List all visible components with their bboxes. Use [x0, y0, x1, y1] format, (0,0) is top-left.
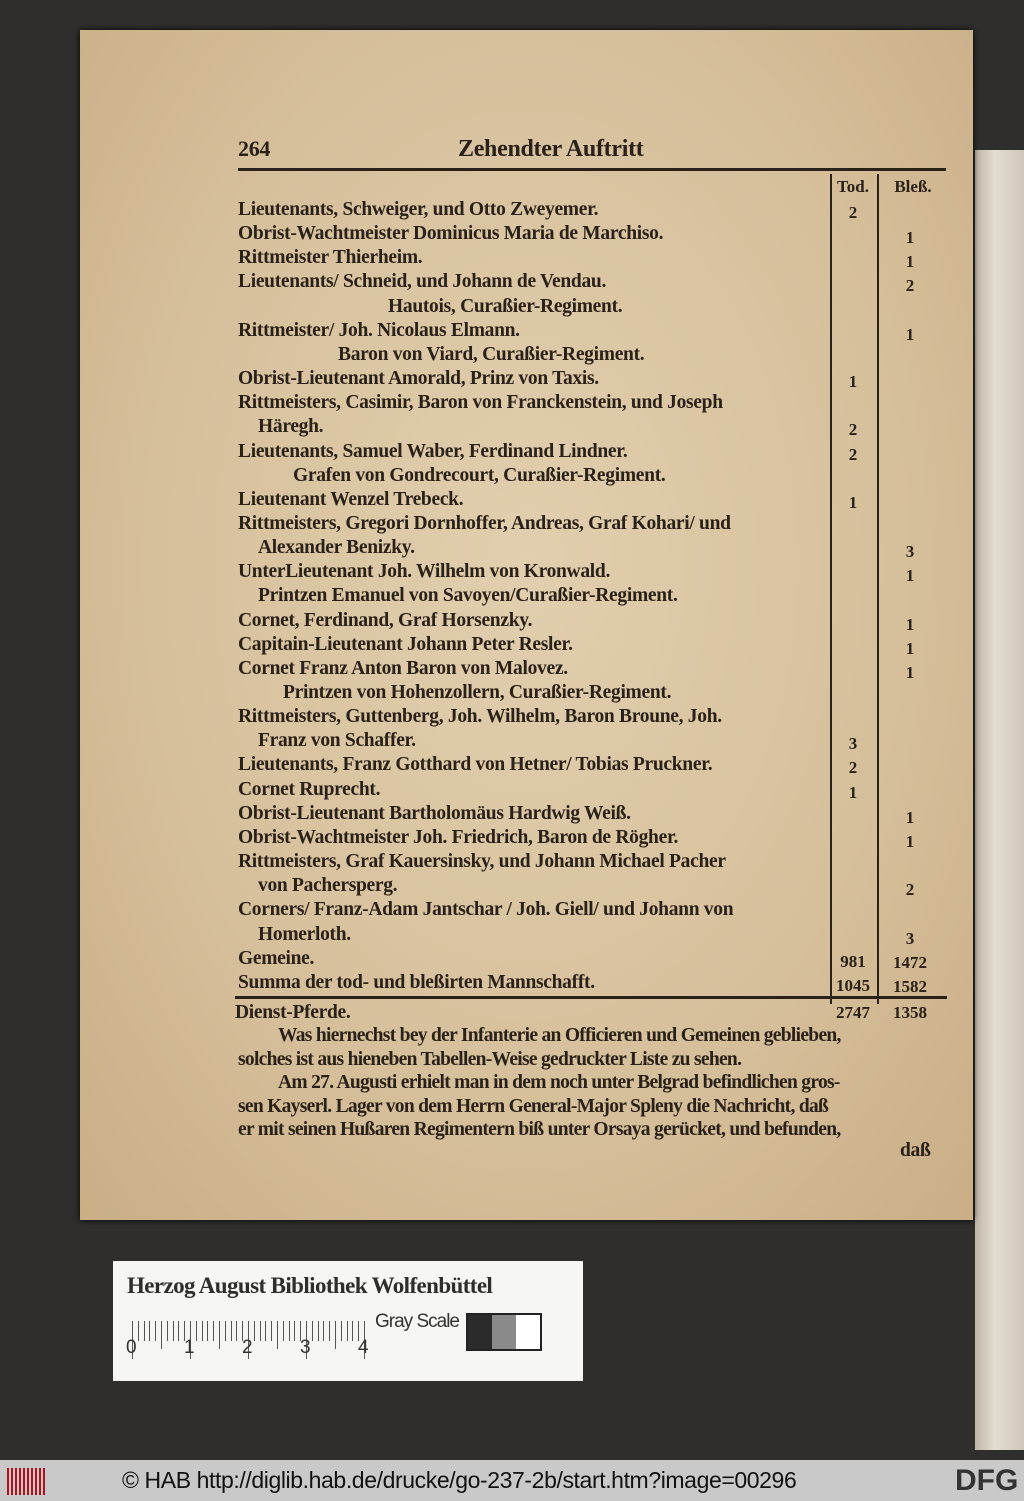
- ruler-tick: [323, 1321, 324, 1341]
- ruler-tick: [283, 1321, 284, 1341]
- bless-count: 1: [905, 228, 915, 248]
- paragraph-line: Was hiernechst bey der Infanterie an Officieren und Gemeinen geblieben,: [278, 1025, 841, 1046]
- table-row-label: Obrist-Lieutenant Bartholomäus Hardwig Weiß.: [238, 802, 631, 824]
- bless-count: 2: [905, 880, 915, 900]
- tod-count: 3: [848, 734, 858, 754]
- column-header-tod: Tod.: [837, 177, 869, 196]
- ruler-tick: [167, 1321, 168, 1341]
- adjacent-page-edge: [975, 150, 1024, 1450]
- library-name: Herzog August Bibliothek Wolfenbüttel: [127, 1273, 493, 1298]
- bless-count: 3: [905, 928, 915, 948]
- ruler-tick: [213, 1321, 214, 1341]
- ruler-tick: [294, 1321, 295, 1341]
- ruler-tick: [161, 1321, 162, 1349]
- ruler-tick: [225, 1321, 226, 1341]
- ruler-tick: [173, 1321, 174, 1341]
- ruler-tick: [329, 1321, 330, 1341]
- ruler-tick: [271, 1321, 272, 1341]
- ruler-tick: [196, 1321, 197, 1341]
- tod-count: 1: [848, 492, 858, 512]
- copyright-link[interactable]: © HAB http://diglib.hab.de/drucke/go-237-2b/start.htm?image=00296: [122, 1467, 797, 1493]
- table-row-label: Obrist-Lieutenant Amorald, Prinz von Taxis.: [238, 368, 599, 390]
- gray-patch: [492, 1315, 516, 1349]
- regiment-heading: Hautois, Curaßier-Regiment.: [388, 295, 623, 317]
- paragraph-line: sen Kayserl. Lager von dem Herrn General-Major Spleny die Nachricht, daß: [238, 1095, 829, 1117]
- bless-count: 1: [905, 324, 915, 344]
- paragraph-line: Am 27. Augusti erhielt man in dem noch unter Belgrad befindlichen gros-: [278, 1072, 840, 1093]
- table-row-label: Summa der tod- und bleßirten Mannschafft.: [238, 971, 595, 993]
- table-row-label: Gemeine.: [238, 947, 315, 969]
- ruler-tick: [149, 1321, 150, 1341]
- table-row-label: Rittmeisters, Gregori Dornhoffer, Andreas, Graf Kohari/ und: [238, 512, 731, 534]
- regiment-heading: Grafen von Gondrecourt, Curaßier-Regiment.: [293, 464, 666, 486]
- header-rule: [238, 168, 946, 171]
- ruler-label: 1: [184, 1337, 195, 1358]
- regiment-heading: Printzen Emanuel von Savoyen/Curaßier-Regiment.: [258, 585, 678, 607]
- gray-scale-label: Gray Scale: [375, 1311, 459, 1332]
- table-row-label: Cornet, Ferdinand, Graf Horsenzky.: [238, 609, 533, 631]
- table-row-label: Lieutenants, Franz Gotthard von Hetner/ Tobias Pruckner.: [238, 754, 713, 776]
- table-row-label: Corners/ Franz-Adam Jantschar / Joh. Giell/ und Johann von: [238, 899, 734, 921]
- ruler-tick: [289, 1321, 290, 1341]
- table-row-label: Homerloth.: [258, 923, 351, 945]
- table-row-label: Franz von Schaffer.: [258, 730, 416, 752]
- table-row-label: Lieutenants, Samuel Waber, Ferdinand Lindner.: [238, 440, 628, 462]
- ruler-tick: [277, 1321, 278, 1349]
- page-number: 264: [238, 136, 271, 161]
- tod-count: 2: [848, 420, 858, 440]
- regiment-heading: Baron von Viard, Curaßier-Regiment.: [338, 343, 645, 365]
- ruler-tick: [341, 1321, 342, 1341]
- table-row-label: UnterLieutenant Joh. Wilhelm von Kronwald.: [238, 561, 611, 583]
- table-row-label: Rittmeister Thierheim.: [238, 247, 423, 269]
- bless-count: 3: [905, 542, 915, 562]
- bless-count: 1: [905, 807, 915, 827]
- table-row-label: Alexander Benizky.: [258, 537, 415, 559]
- bless-count: 1: [905, 252, 915, 272]
- gray-patch: [468, 1315, 492, 1349]
- ruler-tick: [202, 1321, 203, 1341]
- gray-scale-swatch: [466, 1313, 542, 1351]
- tod-count: 1: [848, 782, 858, 802]
- ruler-tick: [219, 1321, 220, 1349]
- ruler-tick: [144, 1321, 145, 1341]
- hab-logo-icon: [7, 1468, 47, 1495]
- gray-patch: [516, 1315, 540, 1349]
- running-title: Zehendter Auftritt: [458, 136, 644, 162]
- catchword: daß: [900, 1140, 931, 1161]
- column-divider: [830, 174, 832, 1004]
- ruler-label: 3: [300, 1337, 311, 1358]
- table-row-label: Häregh.: [258, 416, 324, 438]
- tod-count: 2: [848, 758, 858, 778]
- table-row-label: Obrist-Wachtmeister Joh. Friedrich, Baron de Rögher.: [238, 826, 679, 848]
- horses-tod: 2747: [836, 1003, 870, 1022]
- ruler-tick: [155, 1321, 156, 1341]
- regiment-heading: Printzen von Hohenzollern, Curaßier-Regiment.: [283, 682, 672, 703]
- horses-label: Dienst-Pferde.: [235, 1002, 351, 1023]
- ruler-tick: [260, 1321, 261, 1341]
- tod-count: 2: [848, 203, 858, 222]
- bless-count: 1: [905, 831, 915, 851]
- table-row-label: von Pachersperg.: [258, 875, 398, 897]
- bless-count: 2: [905, 276, 915, 296]
- bless-count: 1: [905, 662, 915, 682]
- ruler-tick: [265, 1321, 266, 1341]
- table-row-label: Rittmeisters, Casimir, Baron von Franckenstein, und Joseph: [238, 392, 723, 414]
- table-row-label: Cornet Ruprecht.: [238, 778, 381, 800]
- tod-count: 2: [848, 444, 858, 464]
- bless-count: 1: [905, 566, 915, 586]
- ruler-tick: [138, 1321, 139, 1341]
- ruler-tick: [352, 1321, 353, 1341]
- paragraph-line: er mit seinen Hußaren Regimentern biß unter Orsaya gerücket, und befunden,: [238, 1119, 841, 1140]
- ruler-tick: [318, 1321, 319, 1341]
- ruler-tick: [335, 1321, 336, 1349]
- column-divider: [877, 174, 879, 1004]
- bless-count: 1582: [893, 976, 927, 996]
- table-row-label: Obrist-Wachtmeister Dominicus Maria de Marchiso.: [238, 223, 664, 245]
- table-row-label: Rittmeisters, Graf Kauersinsky, und Johann Michael Pacher: [238, 851, 726, 873]
- horses-bless: 1358: [893, 1003, 927, 1022]
- tod-count: 1: [848, 372, 858, 392]
- table-row-label: Lieutenants, Schweiger, und Otto Zweyemer.: [238, 199, 599, 220]
- tod-count: 1045: [836, 975, 870, 995]
- ruler-label: 2: [242, 1337, 253, 1358]
- bless-count: 1: [905, 614, 915, 634]
- ruler-tick: [312, 1321, 313, 1341]
- ruler-tick: [254, 1321, 255, 1341]
- paragraph-line: solches ist aus hieneben Tabellen-Weise gedruckter Liste zu sehen.: [238, 1048, 742, 1070]
- ruler-tick: [178, 1321, 179, 1341]
- scale-card: [113, 1261, 583, 1381]
- book-page: [80, 30, 973, 1220]
- dfg-logo: DFG: [955, 1464, 1019, 1497]
- table-row-label: Rittmeister/ Joh. Nicolaus Elmann.: [238, 319, 520, 341]
- ruler-tick: [231, 1321, 232, 1341]
- table-row-label: Lieutenants/ Schneid, und Johann de Vendau.: [238, 271, 607, 293]
- column-header-bless: Bleß.: [894, 177, 932, 196]
- tod-count: 981: [840, 951, 866, 971]
- table-row-label: Capitain-Lieutenant Johann Peter Resler.: [238, 633, 573, 655]
- table-row-label: Rittmeisters, Guttenberg, Joh. Wilhelm, Baron Broune, Joh.: [238, 706, 722, 728]
- table-row-label: Cornet Franz Anton Baron von Malovez.: [238, 657, 568, 679]
- footer-bar: [0, 1460, 1024, 1501]
- ruler-label: 4: [358, 1337, 369, 1358]
- ruler-label: 0: [126, 1337, 137, 1358]
- ruler-tick: [236, 1321, 237, 1341]
- ruler-tick: [347, 1321, 348, 1341]
- bless-count: 1472: [893, 952, 927, 972]
- ruler-tick: [207, 1321, 208, 1341]
- bless-count: 1: [905, 638, 915, 658]
- table-row-label: Lieutenant Wenzel Trebeck.: [238, 488, 464, 510]
